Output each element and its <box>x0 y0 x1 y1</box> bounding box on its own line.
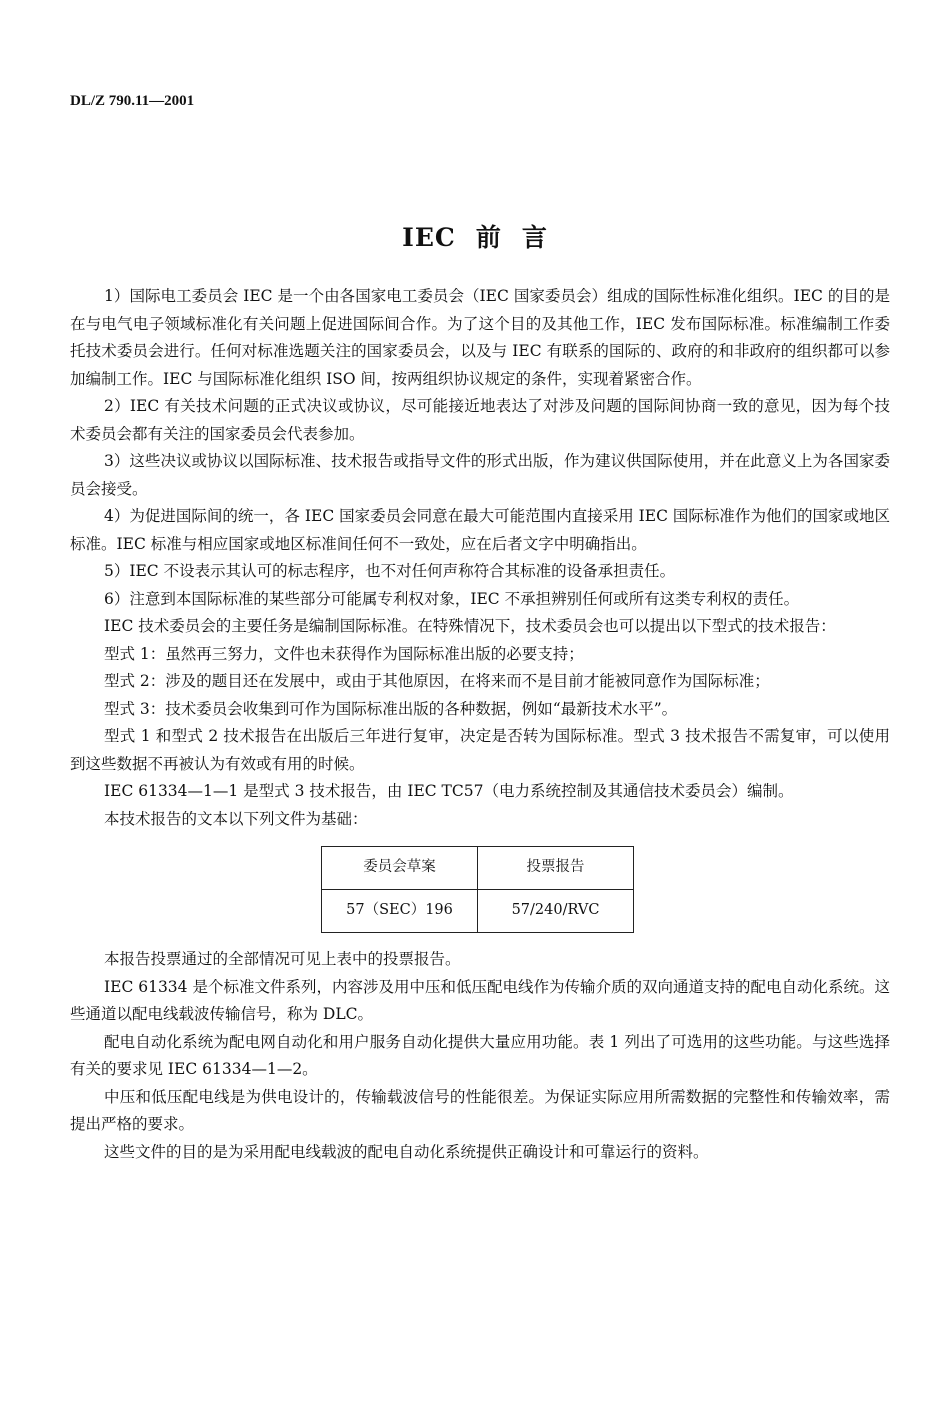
paragraph: 型式 1 和型式 2 技术报告在出版后三年进行复审，决定是否转为国际标准。型式 3 技术报告不需复审，可以使用到这些数据不再被认为有效或有用的时候。 <box>70 727 890 773</box>
paragraph: 中压和低压配电线是为供电设计的，传输载波信号的性能很差。为保证实际应用所需数据的完整性和传输效率，需提出严格的要求。 <box>70 1087 890 1133</box>
paragraph: IEC 61334 是个标准文件系列，内容涉及用中压和低压配电线作为传输介质的双向通道支持的配电自动化系统。这些通道以配电线载波传输信号，称为 DLC。 <box>70 977 890 1023</box>
page-title <box>0 218 950 254</box>
title-qian: 前 <box>475 223 502 252</box>
document-body <box>70 283 890 1166</box>
paragraph: 2）IEC 有关技术问题的正式决议或协议，尽可能接近地表达了对涉及问题的国际间协商一致的意见，因为每个技术委员会都有关注的国家委员会代表参加。 <box>70 397 890 443</box>
paragraph: 本技术报告的文本以下列文件为基础： <box>104 809 368 828</box>
paragraph: 型式 1：虽然再三努力，文件也未获得作为国际标准出版的必要支持； <box>104 644 584 663</box>
paragraph: 配电自动化系统为配电网自动化和用户服务自动化提供大量应用功能。表 1 列出了可选用的这些功能。与这些选择有关的要求见 IEC 61334—1—2。 <box>70 1032 890 1078</box>
paragraph: 1）国际电工委员会 IEC 是一个由各国家电工委员会（IEC 国家委员会）组成的国际性标准化组织。IEC 的目的是在与电气电子领域标准化有关问题上促进国际间合作。为了这个目的及其他工作，IEC 发布国际标准。标准编制工作委托技术委员会进行。任何对标准选题关注的国家委员会，以及与 IEC 有联系的国际的、政府的和非政府的组织都可以参加编制工作。IEC 与国际标准化组织 ISO 间，按两组织协议规定的条件，实现着紧密合作。 <box>70 287 890 388</box>
paragraph: 型式 3：技术委员会收集到可作为国际标准出版的各种数据，例如“最新技术水平”。 <box>104 699 678 718</box>
vote-table <box>321 846 634 933</box>
paragraph: 4）为促进国际间的统一，各 IEC 国家委员会同意在最大可能范围内直接采用 IEC 国际标准作为他们的国家或地区标准。IEC 标准与相应国家或地区标准间任何不一致处，应在后者文字中明确指出。 <box>70 507 890 553</box>
table-cell: 57/240/RVC <box>478 890 634 933</box>
paragraph: 型式 2：涉及的题目还在发展中，或由于其他原因，在将来而不是目前才能被同意作为国际标准； <box>104 672 770 690</box>
title-iec: IEC <box>402 223 456 252</box>
paragraph: 6）注意到本国际标准的某些部分可能属专利权对象，IEC 不承担辨别任何或所有这类专利权的责任。 <box>104 589 800 608</box>
paragraph: IEC 61334—1—1 是型式 3 技术报告，由 IEC TC57（电力系统控制及其通信技术委员会）编制。 <box>104 782 794 800</box>
paragraph: IEC 技术委员会的主要任务是编制国际标准。在特殊情况下，技术委员会也可以提出以下型式的技术报告： <box>104 617 836 635</box>
table-row <box>322 890 634 933</box>
table-header-cell: 委员会草案 <box>322 847 478 890</box>
title-yan: 言 <box>521 223 548 252</box>
paragraph: 5）IEC 不设表示其认可的标志程序，也不对任何声称符合其标准的设备承担责任。 <box>104 562 676 580</box>
standard-code: DL/Z 790.11—2001 <box>70 93 195 109</box>
table-cell: 57（SEC）196 <box>322 890 478 933</box>
table-header-cell: 投票报告 <box>478 847 634 890</box>
paragraph: 3）这些决议或协议以国际标准、技术报告或指导文件的形式出版，作为建议供国际使用，并在此意义上为各国家委员会接受。 <box>70 452 890 498</box>
paragraph: 本报告投票通过的全部情况可见上表中的投票报告。 <box>104 950 461 968</box>
paragraph: 这些文件的目的是为采用配电线载波的配电自动化系统提供正确设计和可靠运行的资料。 <box>104 1142 709 1161</box>
table-header-row <box>322 847 634 890</box>
